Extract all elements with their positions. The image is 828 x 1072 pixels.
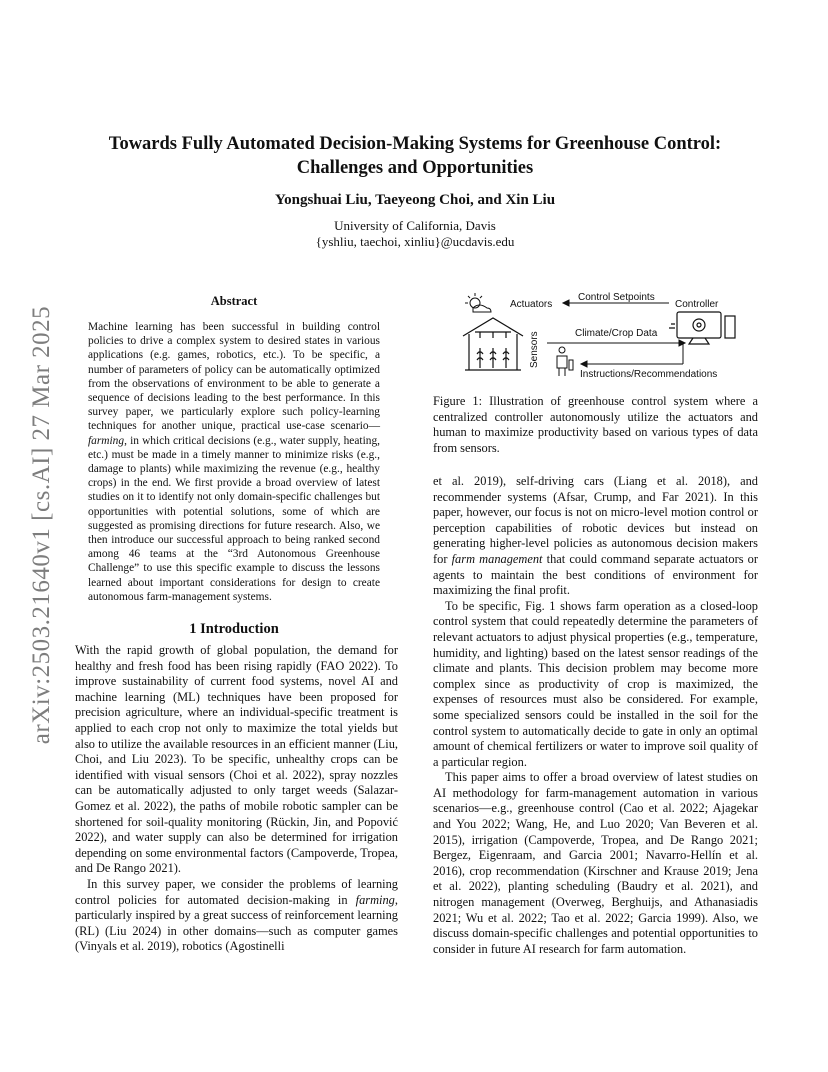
climate-crop-data-label: Climate/Crop Data [575, 328, 658, 339]
abstract-part-2: , in which critical decisions (e.g., water supply, heating, etc.) must be made in a timely manner to minimize risks (e.g., damage to plants) while maximizing the revenue (e.g., healthy crops) in the end. We first provide a broad overview of latest studies on it to identify not only domain-specific challenges but opportunities with potential solutions, some of which are suggested as promising directions for future research. Also, we then introduce our successful approach to being ranked second among 46 teams at the “3rd Autonomous Greenhouse Challenge” to use this specific example to discuss the lessons learned about important considerations for design to create autonomous farm-management systems. [88, 434, 380, 603]
right-column-text [433, 474, 758, 957]
intro-p2-part-2: , particularly inspired by a great success of reinforcement learning (RL) (Liu 2024) in other domains—such as computer games (Vinyals et al. 2019), robotics (Agostinelli [75, 892, 398, 954]
intro-paragraph-1: With the rapid growth of global population, the demand for healthy and fresh food has been rising rapidly (FAO 2022). To improve sustainability of current food systems, novel AI and machine learning (ML) techniques have been proposed for precision agriculture, where an individual-specific treatment is applied to each crop not only to maximize the total yields but also to utilize the available resources in an efficient manner (Liu, Choi, and Liu 2023). To be specific, unhealthy crops can be identified with visual sensors (Choi et al. 2022), spray nozzles can be automatically adjusted to only target weeds (Salazar-Gomez et al. 2022), the paths of mobile robotic sampler can be shortened for soil-quality monitoring (Rückin, Jin, and Popović 2022), and water supply can also be determined for irrigation depending on some environmental factors (Campoverde, Tropea, and De Rango 2021). [75, 643, 398, 876]
greenhouse-icon [463, 318, 523, 370]
person-icon [557, 347, 573, 376]
instructions-label: Instructions/Recommendations [580, 369, 718, 380]
right-paragraph-3: This paper aims to offer a broad overview of latest studies on AI methodology for farm-management automation in various scenarios—e.g., greenhouse control (Cao et al. 2022; Ajagekar and You 2022; Wang, He, and Luo 2020; Van Beveren et al. 2015), irrigation (Campoverde, Tropea, and De Rango 2021; Bergez, Eigenraam, and Garcia 2001; Navarro-Hellín et al. 2016), crop recommendation (Kirschner and Krause 2019; Jena et al. 2022), planting scheduling (Baudry et al. 2021), and nitrogen management (Overweg, Berghuijs, and Athanasiadis 2021; Wu et al. 2022; Tao et al. 2022; Garcia 1999). Also, we discuss domain-specific challenges and potential opportunities to consider in future AI research for farm automation. [433, 770, 758, 956]
sun-icon [465, 293, 491, 312]
figure-1-caption: Figure 1: Illustration of greenhouse control system where a centralized controller autonomously utilize the actuators and human to maximize productivity based on various types of data from sensors. [433, 394, 758, 455]
intro-paragraph-2 [75, 877, 398, 955]
right-p1-part-1: et al. 2019), self-driving cars (Liang et al. 2018), and recommender systems (Afsar, Crump, and Far 2021). In this paper, however, our focus is not on micro-level motion control or perception capabilities of robotic devices but instead on generating higher-level policies as autonomous decision makers for [433, 474, 758, 566]
actuators-label: Actuators [510, 299, 553, 310]
figure-1-diagram [455, 288, 745, 383]
abstract-emphasis: farming [88, 434, 125, 447]
right-p1-part-2: that could command separate actuators or agents to maintain the best conditions of environment for maximizing the final profit. [433, 551, 758, 598]
intro-p2-emphasis: farming [355, 892, 395, 907]
right-p1-emphasis: farm management [451, 551, 543, 566]
affiliation-block [70, 218, 760, 250]
sensors-label: Sensors [529, 331, 540, 368]
controller-icon [669, 312, 735, 344]
arxiv-stamp [22, 290, 62, 760]
right-paragraph-2: To be specific, Fig. 1 shows farm operation as a closed-loop control system that could repeatedly determine the parameters of relevant actuators to adjust physical properties (e.g., temperature, humidity, and lighting) based on the latest sensor readings of the climate and plants. This decision problem may become more complex since as productivity of crop is maximized, the expenses of resources must also be considered. For example, some specialized sensors could be installed in the soil for the control system to automatically decide to gate in only an optimal amount of chemical fertilizers or water to improve soil quality of a particular region. [433, 598, 758, 769]
title-line-2: Challenges and Opportunities [296, 158, 534, 178]
control-setpoints-label: Control Setpoints [578, 292, 655, 303]
section-heading-introduction: 1 Introduction [189, 621, 279, 637]
abstract-text [88, 320, 380, 604]
controller-label: Controller [675, 299, 719, 310]
affiliation: University of California, Davis [334, 218, 496, 233]
email-list: {yshliu, taechoi, xinliu}@ucdavis.edu [315, 234, 515, 249]
abstract-heading: Abstract [210, 294, 258, 308]
intro-p2-part-1: In this survey paper, we consider the problems of learning control policies for automated decision-making in [75, 876, 398, 907]
right-paragraph-1 [433, 474, 758, 599]
paper-title [70, 132, 760, 180]
introduction-text [75, 643, 398, 955]
title-line-1: Towards Fully Automated Decision-Making Systems for Greenhouse Control: [108, 134, 722, 154]
arxiv-id: arXiv:2503.21640v1 [cs.AI] 27 Mar 2025 [28, 305, 55, 745]
author-list: Yongshuai Liu, Taeyeong Choi, and Xin Liu [274, 192, 556, 208]
abstract-part-1: Machine learning has been successful in building control policies to drive a complex system to desired states in various applications (e.g. games, robotics, etc.). To be specific, a number of parameters of policy can be automatically optimized from the observations of environment to be able to generate a sequence of decisions leading to the best performance. In this survey paper, we particularly explore such policy-learning techniques for another unique, practical use-case scenario— [88, 321, 380, 433]
